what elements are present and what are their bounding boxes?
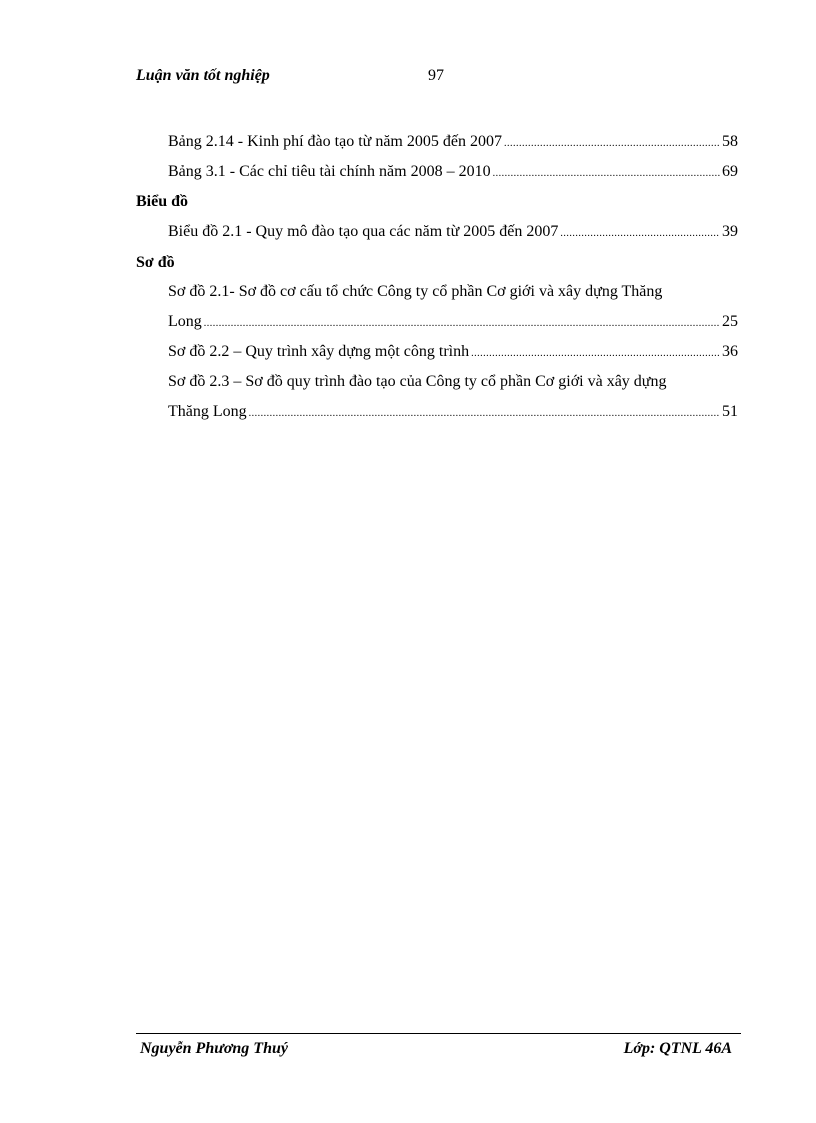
toc-entry-page: 51 bbox=[722, 403, 738, 420]
toc-entry-page: 58 bbox=[722, 133, 738, 150]
toc-entry-text: Bảng 2.14 - Kinh phí đào tạo từ năm 2005 đến 2007 bbox=[168, 133, 502, 150]
toc-section-bieu-do: Biểu đồ bbox=[136, 193, 189, 210]
toc-entry-bang-3-1 bbox=[168, 163, 738, 185]
footer-divider bbox=[136, 1033, 741, 1034]
toc-entry-text: Biểu đồ 2.1 - Quy mô đào tạo qua các năm từ 2005 đến 2007 bbox=[168, 223, 559, 240]
toc-entry-so-do-2-3-line1: Sơ đồ 2.3 – Sơ đồ quy trình đào tạo của Công ty cổ phần Cơ giới và xây dựng bbox=[168, 373, 667, 390]
document-header-title: Luận văn tốt nghiệp bbox=[136, 67, 270, 84]
toc-leader-dots bbox=[560, 228, 720, 239]
footer-class: Lớp: QTNL 46A bbox=[623, 1040, 732, 1057]
toc-entry-bang-2-14 bbox=[168, 133, 738, 155]
toc-leader-dots bbox=[493, 168, 720, 179]
toc-entry-page: 25 bbox=[722, 313, 738, 330]
page-number: 97 bbox=[428, 67, 444, 84]
toc-leader-dots bbox=[504, 138, 720, 149]
toc-entry-page: 39 bbox=[722, 223, 738, 240]
toc-leader-dots bbox=[204, 318, 720, 329]
toc-entry-so-do-2-1 bbox=[168, 313, 738, 335]
toc-entry-text: Sơ đồ 2.2 – Quy trình xây dựng một công trình bbox=[168, 343, 470, 360]
toc-leader-dots bbox=[249, 408, 720, 419]
footer-author: Nguyễn Phương Thuý bbox=[140, 1040, 288, 1057]
toc-entry-bieu-do-2-1 bbox=[168, 223, 738, 245]
toc-entry-so-do-2-3 bbox=[168, 403, 738, 425]
toc-entry-text: Long bbox=[168, 313, 202, 330]
toc-entry-text: Thăng Long bbox=[168, 403, 247, 420]
toc-leader-dots bbox=[471, 348, 720, 359]
toc-entry-so-do-2-1-line1: Sơ đồ 2.1- Sơ đồ cơ cấu tổ chức Công ty cổ phần Cơ giới và xây dựng Thăng bbox=[168, 283, 663, 300]
toc-entry-text: Bảng 3.1 - Các chỉ tiêu tài chính năm 2008 – 2010 bbox=[168, 163, 491, 180]
toc-entry-page: 69 bbox=[722, 163, 738, 180]
toc-section-so-do: Sơ đồ bbox=[136, 254, 175, 271]
toc-entry-so-do-2-2 bbox=[168, 343, 738, 365]
toc-entry-page: 36 bbox=[722, 343, 738, 360]
